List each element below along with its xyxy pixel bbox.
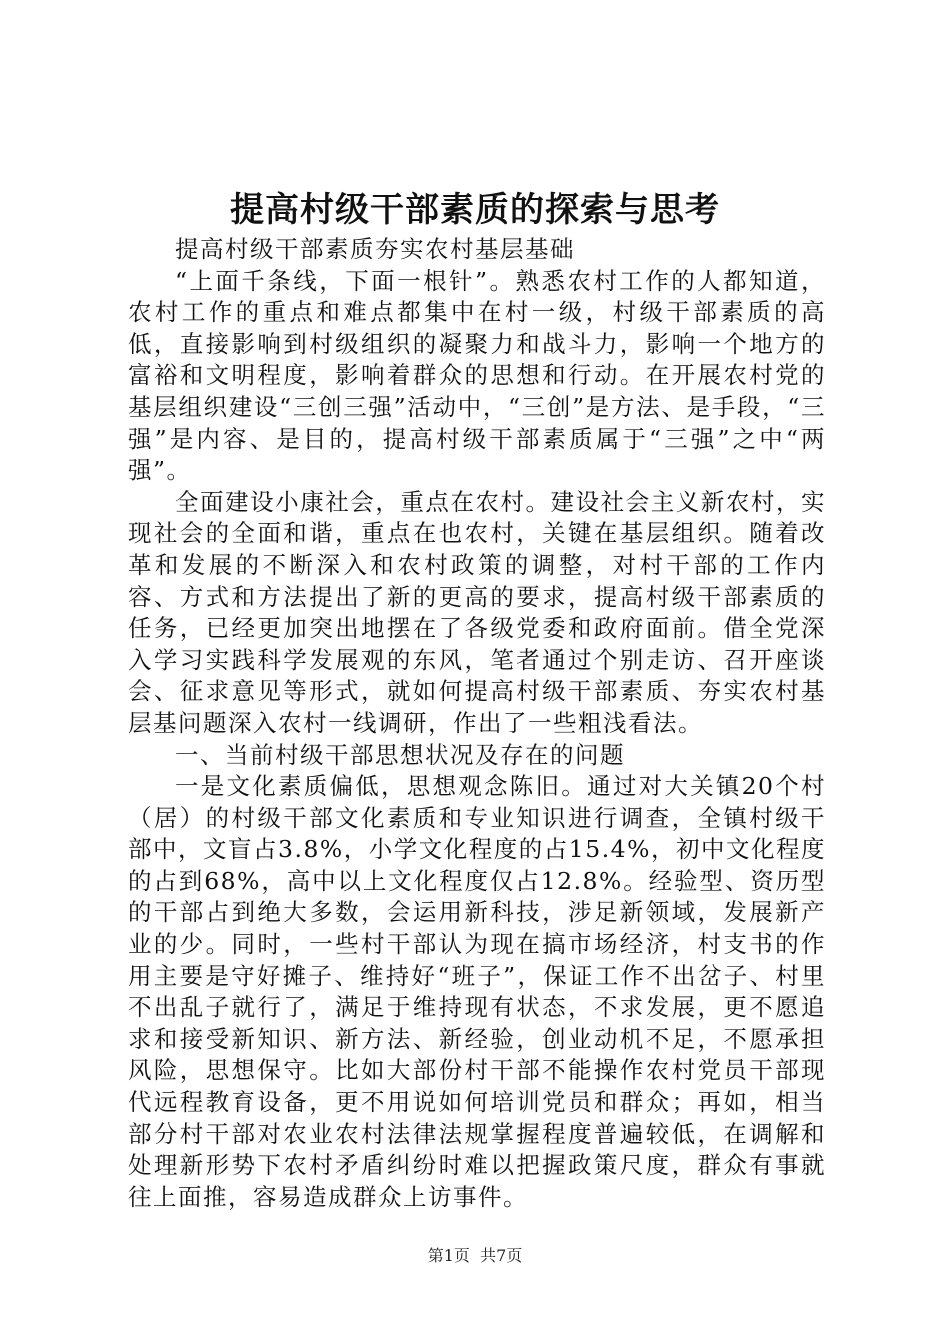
page-footer [0,1244,950,1268]
page-number: 第1页 共7页 [427,1246,523,1265]
body-paragraph: 一是文化素质偏低，思想观念陈旧。通过对大关镇20个村（居）的村级干部文化素质和专业知识进行调查，全镇村级干部中，文盲占3.8%，小学文化程度的占15.4%，初中文化程度的占到68%，高中以上文化程度仅占12.8%。经验型、资历型的干部占到绝大多数，会运用新科技，涉足新领域，发展新产业的少。同时，一些村干部认为现在搞市场经济，村支书的作用主要是守好摊子、维持好“班子”，保证工作不出岔子、村里不出乱子就行了，满足于维持现有状态，不求发展，更不愿追求和接受新知识、新方法、新经验，创业动机不足，不愿承担风险，思想保守。比如大部份村干部不能操作农村党员干部现代远程教育设备，更不用说如何培训党员和群众；再如，相当部分村干部对农业农村法律法规掌握程度普遍较低，在调解和处理新形势下农村矛盾纠纷时难以把握政策尺度，群众有事就往上面推，容易造成群众上访事件。 [128,772,826,1211]
document-title: 提高村级干部素质的探索与思考 [230,190,720,230]
body-paragraph: 全面建设小康社会，重点在农村。建设社会主义新农村，实现社会的全面和谐，重点在也农村，关键在基层组织。随着改革和发展的不断深入和农村政策的调整，对村干部的工作内容、方式和方法提出了新的更高的要求，提高村级干部素质的任务，已经更加突出地摆在了各级党委和政府面前。借全党深入学习实践科学发展观的东风，笔者通过个别走访、召开座谈会、征求意见等形式，就如何提高村级干部素质、夯实农村基层基问题深入农村一线调研，作出了一些粗浅看法。 [128,487,826,737]
document-body [128,234,826,1213]
body-paragraph: “上面千条线，下面一根针”。熟悉农村工作的人都知道，农村工作的重点和难点都集中在村一级，村级干部素质的高低，直接影响到村级组织的凝聚力和战斗力，影响一个地方的富裕和文明程度，影响着群众的思想和行动。在开展农村党的基层组织建设“三创三强”活动中，“三创”是方法、是手段，“三强”是内容、是目的，提高村级干部素质属于“三强”之中“两强”。 [128,266,826,485]
section-heading: 一、当前村级干部思想状况及存在的问题 [175,740,625,769]
subtitle-paragraph: 提高村级干部素质夯实农村基层基础 [175,235,575,263]
